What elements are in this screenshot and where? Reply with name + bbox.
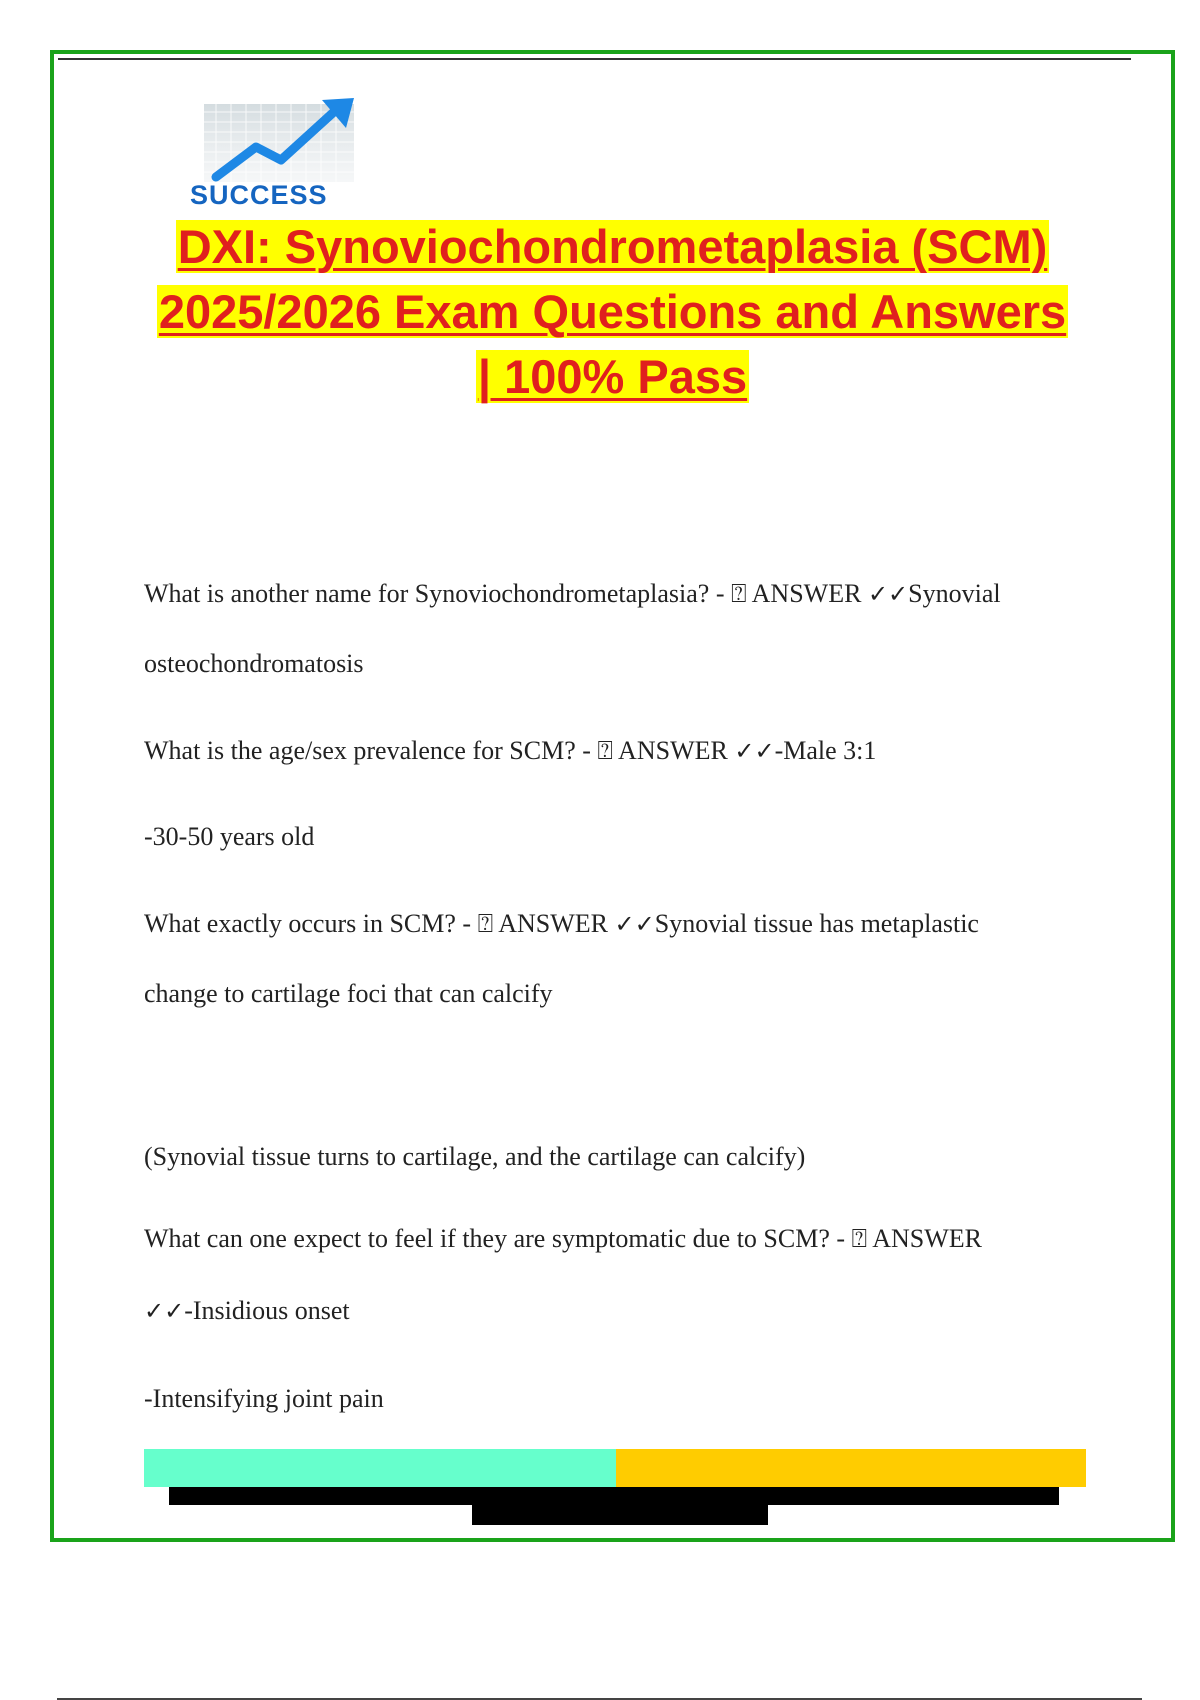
check-mark-icon: ✓✓ <box>614 910 655 938</box>
qa-line: (Synovial tissue turns to cartilage, and the cartilage can calcify) <box>144 1142 806 1171</box>
top-rule <box>58 58 1131 60</box>
qa-line: -Intensifying joint pain <box>144 1384 384 1413</box>
check-mark-icon: ✓✓ <box>144 1297 185 1325</box>
logo-text: SUCCESS <box>190 180 328 210</box>
qa-line: What is the age/sex prevalence for SCM? - ⍰ ANSWER ✓✓-Male 3:1 <box>144 736 877 765</box>
footer-gold-segment <box>616 1449 1086 1487</box>
footer-black-tab <box>472 1505 768 1525</box>
title-line-3: | 100% Pass <box>477 350 748 403</box>
qa-line: change to cartilage foci that can calcify <box>144 979 553 1008</box>
title-line-2: 2025/2026 Exam Questions and Answers <box>158 285 1067 338</box>
check-mark-icon: ✓✓ <box>734 737 775 765</box>
qa-line: What is another name for Synoviochondrometaplasia? - ⍰ ANSWER ✓✓Synovial <box>144 579 1001 608</box>
qa-line: ✓✓-Insidious onset <box>144 1296 350 1325</box>
page-title <box>114 214 1111 409</box>
qa-line: -30-50 years old <box>144 822 315 851</box>
qa-line: What can one expect to feel if they are symptomatic due to SCM? - ⍰ ANSWER <box>144 1224 982 1253</box>
title-line-1: DXI: Synoviochondrometaplasia (SCM) <box>177 220 1048 273</box>
qa-line: osteochondromatosis <box>144 649 364 678</box>
page-frame <box>50 50 1175 1542</box>
footer-color-bar <box>144 1449 1086 1487</box>
rising-arrow-chart-icon <box>176 92 366 212</box>
footer-black-bar <box>169 1487 1059 1505</box>
qa-line: What exactly occurs in SCM? - ⍰ ANSWER ✓✓Synovial tissue has metaplastic <box>144 909 979 938</box>
footer-mint-segment <box>144 1449 616 1487</box>
success-logo <box>176 92 366 212</box>
check-mark-icon: ✓✓ <box>867 580 909 608</box>
